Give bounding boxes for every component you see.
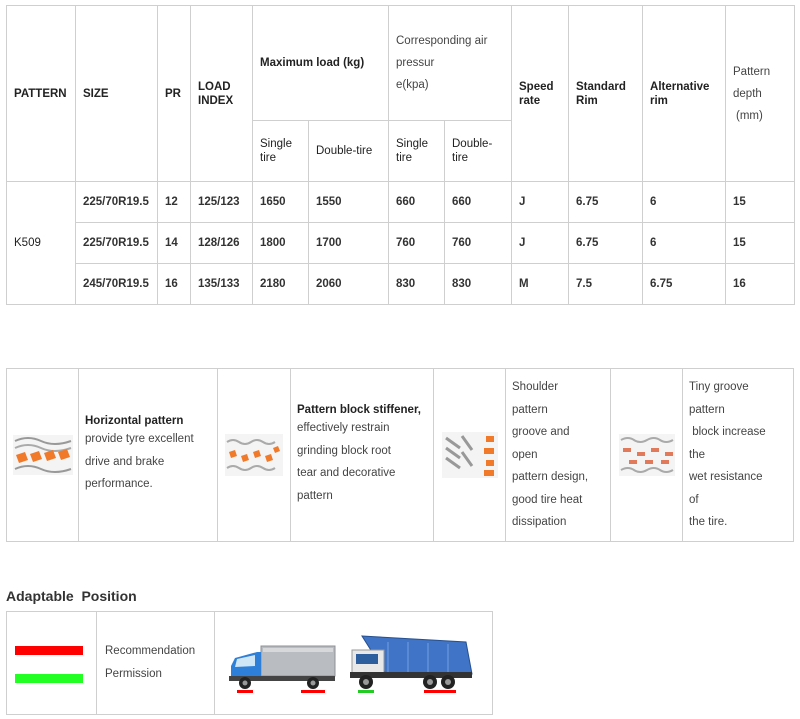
depth-line: depth — [733, 87, 762, 100]
depth-line: (mm) — [736, 109, 763, 122]
dump-truck-icon — [348, 628, 474, 694]
feature-line: performance. — [85, 478, 153, 491]
cell-single-pressure: 760 — [389, 223, 445, 264]
header-single-tire-pressure: Single tire — [389, 121, 445, 182]
header-double-tire: Double-tire — [309, 121, 389, 182]
header-standard-rim: Standard Rim — [569, 6, 643, 182]
feature-line: Shoulder — [512, 381, 559, 394]
feature-line: Tiny groove — [689, 381, 749, 394]
legend-swatches — [7, 612, 97, 714]
cell-double-pressure: 830 — [445, 264, 512, 305]
adaptable-position-box — [6, 611, 493, 715]
cell-depth: 15 — [726, 182, 795, 223]
cell-depth: 15 — [726, 223, 795, 264]
header-max-load: Maximum load (kg) — [253, 6, 389, 121]
cell-double-load: 1550 — [309, 182, 389, 223]
cell-double-pressure: 760 — [445, 223, 512, 264]
tread-horizontal-icon — [13, 431, 73, 479]
cell-depth: 16 — [726, 264, 795, 305]
header-single-tire: Single tire — [253, 121, 309, 182]
tread-stiffener-icon — [225, 434, 283, 476]
header-size: SIZE — [76, 6, 158, 182]
cell-size: 245/70R19.5 — [76, 264, 158, 305]
feature-line: block increase — [689, 426, 766, 439]
cell-speed-rate: J — [512, 182, 569, 223]
feature-stiffener-text — [291, 369, 434, 541]
cell-alternative-rim: 6 — [643, 223, 726, 264]
cell-load-index: 128/126 — [191, 223, 253, 264]
header-load-index: LOAD INDEX — [191, 6, 253, 182]
feature-line: drive and brake — [85, 455, 165, 468]
header-pr: PR — [158, 6, 191, 182]
cell-single-pressure: 660 — [389, 182, 445, 223]
feature-title: Pattern block stiffener, — [297, 404, 421, 416]
recommendation-label: Recommendation — [105, 645, 196, 657]
permission-swatch — [15, 674, 83, 683]
header-pattern-depth — [726, 6, 795, 182]
cell-single-load: 1800 — [253, 223, 309, 264]
feature-line: groove and — [512, 426, 570, 439]
cell-alternative-rim: 6.75 — [643, 264, 726, 305]
permission-label: Permission — [105, 668, 162, 680]
cell-single-load: 2180 — [253, 264, 309, 305]
feature-line: tear and decorative — [297, 467, 396, 479]
cell-size: 225/70R19.5 — [76, 223, 158, 264]
adaptable-position-title: Adaptable Position — [6, 588, 137, 604]
table-row — [7, 223, 795, 264]
tread-tiny-groove-icon — [619, 434, 675, 476]
cell-double-load: 1700 — [309, 223, 389, 264]
truck-illustrations — [215, 612, 492, 714]
feature-horizontal-text — [79, 369, 218, 541]
feature-tiny-groove-text — [683, 369, 793, 541]
feature-line: pattern — [512, 403, 548, 416]
cell-standard-rim: 6.75 — [569, 223, 643, 264]
feature-line: effectively restrain — [297, 422, 390, 434]
tiny-groove-image — [611, 369, 683, 541]
horizontal-pattern-image — [7, 369, 79, 541]
feature-line: dissipation — [512, 516, 567, 529]
table-row — [7, 182, 795, 223]
cell-speed-rate: J — [512, 223, 569, 264]
block-stiffener-image — [218, 369, 291, 541]
feature-line: good tire heat — [512, 493, 583, 506]
header-speed-rate: Speed rate — [512, 6, 569, 182]
shoulder-groove-image — [434, 369, 506, 541]
cell-alternative-rim: 6 — [643, 182, 726, 223]
feature-line: open — [512, 448, 538, 461]
feature-line: grinding block root — [297, 444, 391, 457]
cell-size: 225/70R19.5 — [76, 182, 158, 223]
feature-line: pattern — [297, 489, 333, 502]
feature-line: the tire. — [689, 516, 728, 529]
air-pressure-line: e(kpa) — [396, 79, 429, 91]
feature-shoulder-text — [506, 369, 611, 541]
feature-line: the — [689, 448, 705, 461]
tread-shoulder-icon — [442, 432, 498, 478]
cell-pr: 14 — [158, 223, 191, 264]
air-pressure-line: Corresponding air — [396, 35, 488, 47]
box-truck-icon — [227, 642, 339, 694]
recommendation-swatch — [15, 646, 83, 655]
feature-line: wet resistance — [689, 471, 763, 484]
header-alternative-rim: Alternative rim — [643, 6, 726, 182]
cell-standard-rim: 6.75 — [569, 182, 643, 223]
cell-load-index: 125/123 — [191, 182, 253, 223]
feature-line: pattern — [689, 403, 725, 416]
cell-pr: 16 — [158, 264, 191, 305]
air-pressure-line: pressur — [396, 57, 435, 69]
cell-double-pressure: 660 — [445, 182, 512, 223]
cell-speed-rate: M — [512, 264, 569, 305]
cell-pr: 12 — [158, 182, 191, 223]
feature-line: of — [689, 493, 699, 506]
cell-standard-rim: 7.5 — [569, 264, 643, 305]
spec-table — [6, 5, 795, 305]
depth-line: Pattern — [733, 65, 771, 78]
header-air-pressure — [389, 6, 512, 121]
cell-double-load: 2060 — [309, 264, 389, 305]
cell-single-pressure: 830 — [389, 264, 445, 305]
features-strip — [6, 368, 794, 542]
cell-single-load: 1650 — [253, 182, 309, 223]
cell-load-index: 135/133 — [191, 264, 253, 305]
pattern-name: K509 — [7, 182, 76, 305]
header-double-tire-pressure: Double-tire — [445, 121, 512, 182]
table-row — [7, 264, 795, 305]
header-pattern: PATTERN — [7, 6, 76, 182]
legend-labels — [97, 612, 215, 714]
feature-title: Horizontal pattern — [85, 415, 184, 428]
feature-line: pattern design, — [512, 471, 589, 484]
feature-line: provide tyre excellent — [85, 433, 194, 446]
